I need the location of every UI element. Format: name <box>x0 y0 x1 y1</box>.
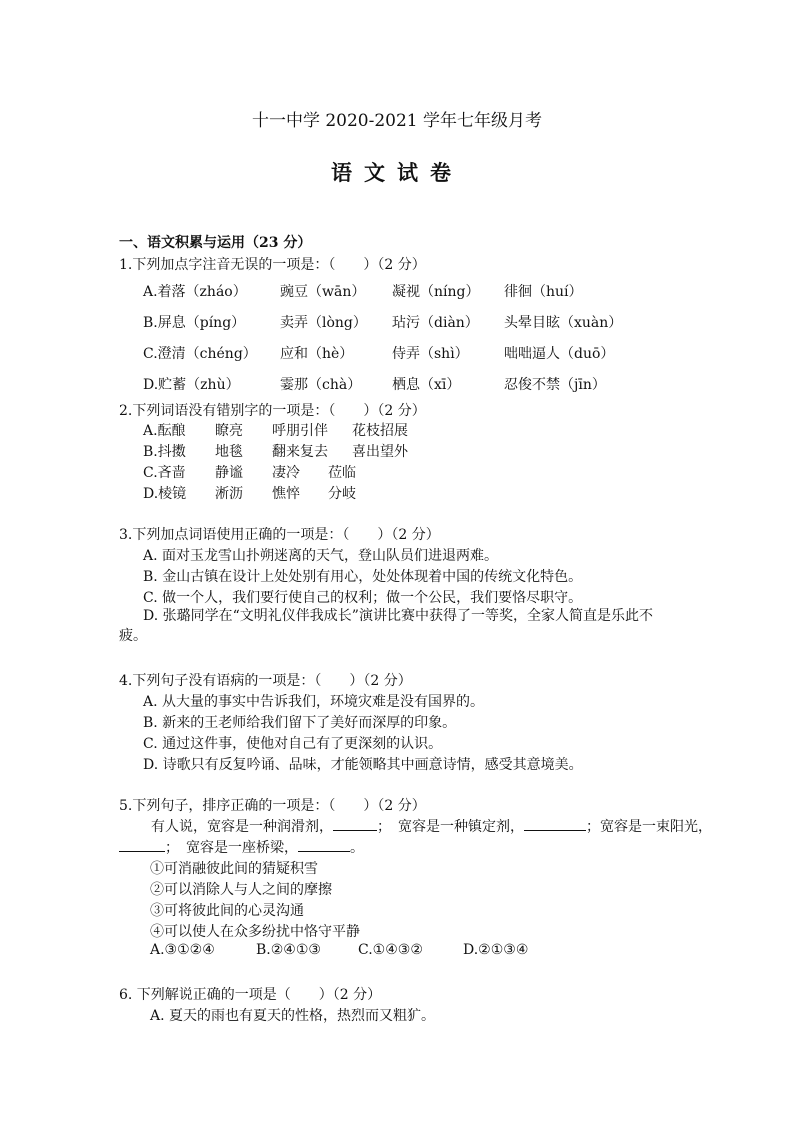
q5-choice-a: A.③①②④ <box>150 942 215 958</box>
question-1-stem: 1.下列加点字注音无误的一项是：（ ）（2 分） <box>119 257 426 273</box>
q2-option-c-2: 静谧 <box>215 465 243 481</box>
q2-option-b-1: B.抖擞 <box>143 444 186 460</box>
section-heading: 一、语文积累与运用（23 分） <box>119 235 312 251</box>
question-2-stem: 2.下列词语没有错别字的一项是：（ ）（2 分） <box>119 403 426 419</box>
q5-item-3: ③可将彼此间的心灵沟通 <box>150 903 304 919</box>
q1-option-d-3: 栖息（xī） <box>392 377 461 393</box>
q1-option-c-1: C.澄清（chéng） <box>143 346 257 362</box>
q5-passage-part-3: ；宽容是一束阳光， <box>586 819 712 835</box>
q2-option-c-4: 莅临 <box>328 465 356 481</box>
q1-option-a-3: 凝视（níng） <box>392 284 480 300</box>
q5-choice-b: B.②④①③ <box>256 942 321 958</box>
school-title: 十一中学 2020-2021 学年七年级月考 <box>251 111 543 131</box>
question-5-stem: 5.下列句子，排序正确的一项是：（ ）（2 分） <box>119 798 426 814</box>
q1-option-d-2: 霎那（chà） <box>280 377 362 393</box>
q5-passage-part-5: 。 <box>350 840 364 856</box>
q2-option-b-3: 翻来复去 <box>272 444 328 460</box>
q3-option-a: A. 面对玉龙雪山扑朔迷离的天气，登山队员们进退两难。 <box>143 548 499 564</box>
q5-passage-part-4: ； 宽容是一座桥梁， <box>165 840 298 856</box>
question-3-stem: 3.下列加点词语使用正确的一项是：（ ）（2 分） <box>119 527 440 543</box>
q4-option-c: C. 通过这件事，使他对自己有了更深刻的认识。 <box>143 736 443 752</box>
q5-blank-1 <box>333 816 377 831</box>
q1-option-a-1: A.着落（zháo） <box>143 284 247 300</box>
q5-blank-2 <box>524 816 586 831</box>
q5-passage-part-1: 有人说，宽容是一种润滑剂， <box>151 819 333 835</box>
q2-option-c-1: C.吝啬 <box>143 465 186 481</box>
q5-choice-d: D.②①③④ <box>463 942 529 958</box>
question-4-stem: 4.下列句子没有语病的一项是：（ ）（2 分） <box>119 673 412 689</box>
q5-choice-c: C.①④③② <box>358 942 423 958</box>
q5-blank-3 <box>119 837 165 852</box>
q2-option-c-3: 凄冷 <box>272 465 300 481</box>
q1-option-b-3: 玷污（diàn） <box>392 315 479 331</box>
q4-option-a: A. 从大量的事实中告诉我们，环境灾难是没有国界的。 <box>143 694 485 710</box>
q5-item-1: ①可消融彼此间的猜疑积雪 <box>150 861 318 877</box>
q2-option-b-2: 地毯 <box>215 444 243 460</box>
q2-option-a-3: 呼朋引伴 <box>272 423 328 439</box>
q1-option-b-1: B.屏息（píng） <box>143 315 246 331</box>
q2-option-d-2: 淅沥 <box>215 486 243 502</box>
q2-option-d-1: D.棱镜 <box>143 486 187 502</box>
question-6-stem: 6. 下列解说正确的一项是（ ）（2 分） <box>119 987 382 1003</box>
q1-option-b-2: 卖弄（lòng） <box>280 315 367 331</box>
q4-option-b: B. 新来的王老师给我们留下了美好而深厚的印象。 <box>143 715 457 731</box>
q5-passage-line-2 <box>119 837 364 857</box>
q2-option-d-4: 分岐 <box>328 486 356 502</box>
q5-passage-part-2: ； 宽容是一种镇定剂， <box>377 819 524 835</box>
q2-option-b-4: 喜出望外 <box>352 444 408 460</box>
q3-option-c: C. 做一个人，我们要行使自己的权利；做一个公民，我们要恪尽职守。 <box>143 590 583 606</box>
q1-option-a-2: 豌豆（wān） <box>280 284 366 300</box>
paper-title: 语文试卷 <box>331 160 463 185</box>
q3-option-d: D. 张璐同学在“文明礼仪伴我成长”演讲比赛中获得了一等奖，全家人简直是乐此不疲。 <box>119 608 653 644</box>
q1-option-d-1: D.贮蓄（zhù） <box>143 377 240 393</box>
q1-option-c-4: 咄咄逼人（duō） <box>504 346 615 362</box>
q6-option-a: A. 夏天的雨也有夏天的性格，热烈而又粗犷。 <box>150 1008 436 1024</box>
q5-blank-4 <box>298 837 350 852</box>
q1-option-c-3: 侍弄（shì） <box>392 346 469 362</box>
q2-option-a-4: 花枝招展 <box>352 423 408 439</box>
q3-option-b: B. 金山古镇在设计上处处别有用心，处处体现着中国的传统文化特色。 <box>143 569 583 585</box>
q2-option-a-1: A.酝酿 <box>143 423 186 439</box>
q1-option-c-2: 应和（hè） <box>280 346 354 362</box>
q4-option-d: D. 诗歌只有反复吟诵、品味，才能领略其中画意诗情，感受其意境美。 <box>143 757 583 773</box>
q1-option-b-4: 头晕目眩（xuàn） <box>504 315 623 331</box>
q5-item-2: ②可以消除人与人之间的摩擦 <box>150 882 332 898</box>
q5-item-4: ④可以使人在众多纷扰中恪守平静 <box>150 924 360 940</box>
q2-option-a-2: 瞭亮 <box>215 423 243 439</box>
q1-option-d-4: 忍俊不禁（jīn） <box>504 377 606 393</box>
q5-passage-line-1 <box>151 816 712 836</box>
q2-option-d-3: 憔悴 <box>272 486 300 502</box>
q1-option-a-4: 徘徊（huí） <box>504 284 583 300</box>
